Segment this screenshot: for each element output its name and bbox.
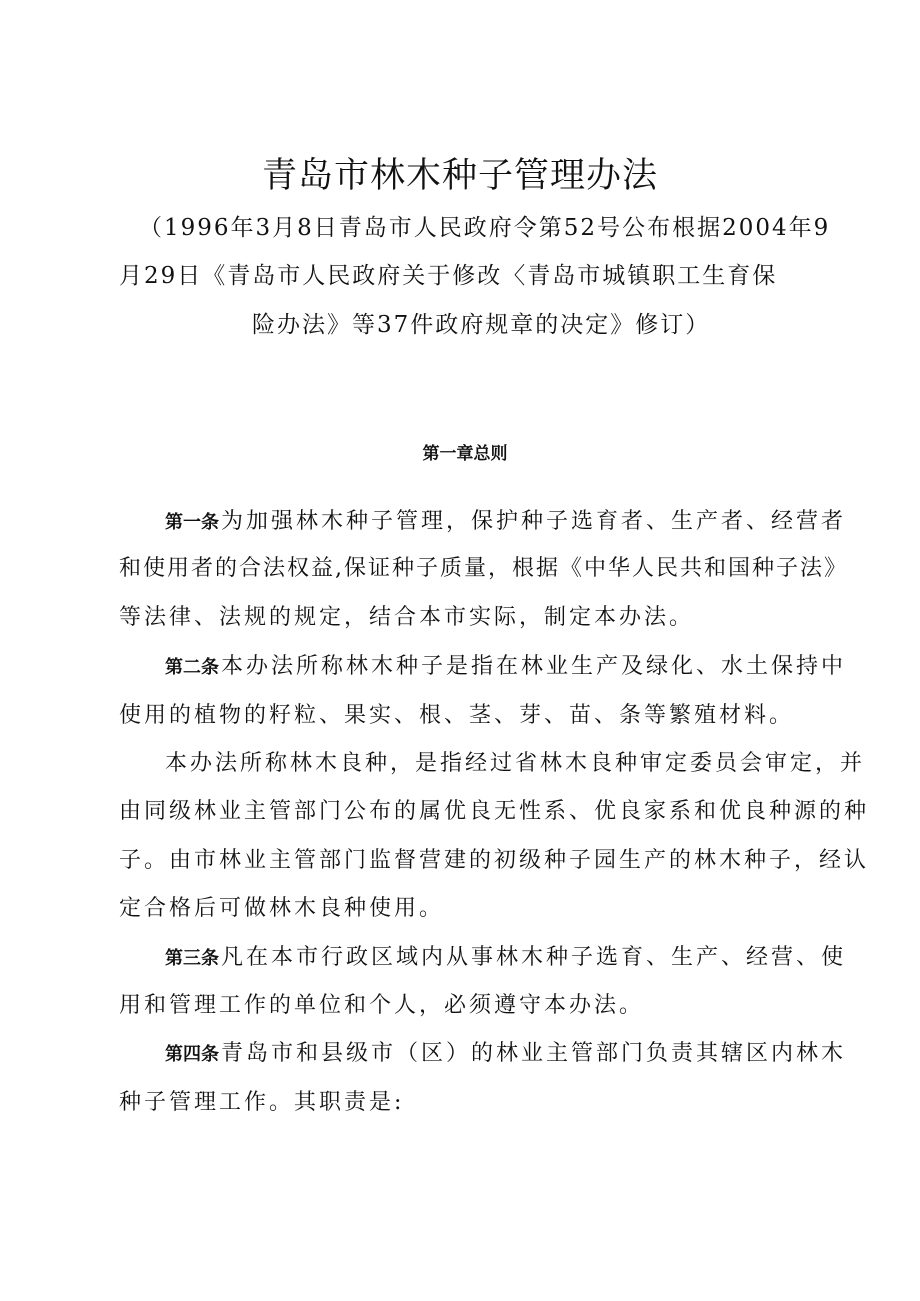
article-3-line-2: 用和管理工作的单位和个人，必须遵守本办法。 <box>119 993 645 1018</box>
article-2-para2-line-1: 本办法所称林木良种，是指经过省林木良种审定委员会审定，并 <box>165 751 866 776</box>
subtitle-line-3: 险办法》等37件政府规章的决定》修订） <box>252 312 711 338</box>
subtitle-line-2: 月29日《青岛市人民政府关于修改〈青岛市城镇职工生育保 <box>119 263 778 289</box>
subtitle-line-1: （1996年3月8日青岛市人民政府令第52号公布根据2004年9 <box>139 215 831 241</box>
article-2-para2-line-4: 定合格后可做林木良种使用。 <box>119 896 445 921</box>
article-number: 第一条 <box>165 512 219 533</box>
article-4-line-2: 种子管理工作。其职责是: <box>119 1090 405 1115</box>
article-1-line-3: 等法律、法规的规定，结合本市实际，制定本办法。 <box>119 605 695 630</box>
article-3-line-1 <box>165 943 846 974</box>
article-text: 为加强林木种子管理，保护种子选育者、生产者、经营者 <box>221 509 847 534</box>
article-2-line-1 <box>165 652 846 683</box>
article-2-para2-line-3: 子。由市林业主管部门监督营建的初级种子园生产的林木种子，经认 <box>119 848 870 873</box>
article-text: 青岛市和县级市（区）的林业主管部门负责其辖区内林木 <box>221 1041 847 1066</box>
document-title: 青岛市林木种子管理办法 <box>261 156 658 196</box>
article-number: 第四条 <box>165 1044 219 1065</box>
article-text: 本办法所称林木种子是指在林业生产及绿化、水土保持中 <box>221 654 847 679</box>
article-2-line-2: 使用的植物的籽粒、果实、根、茎、芽、苗、条等繁殖材料。 <box>119 703 795 728</box>
article-4-line-1 <box>165 1039 846 1070</box>
chapter-heading: 第一章总则 <box>422 444 508 464</box>
article-1-line-2: 和使用者的合法权益,保证种子质量，根据《中华人民共和国种子法》 <box>119 556 848 581</box>
article-number: 第三条 <box>165 948 219 969</box>
article-number: 第二条 <box>165 657 219 678</box>
article-1-line-1 <box>165 507 846 538</box>
article-2-para2-line-2: 由同级林业主管部门公布的属优良无性系、优良家系和优良种源的种 <box>119 799 870 824</box>
article-text: 凡在本市行政区域内从事林木种子选育、生产、经营、使 <box>221 945 847 970</box>
